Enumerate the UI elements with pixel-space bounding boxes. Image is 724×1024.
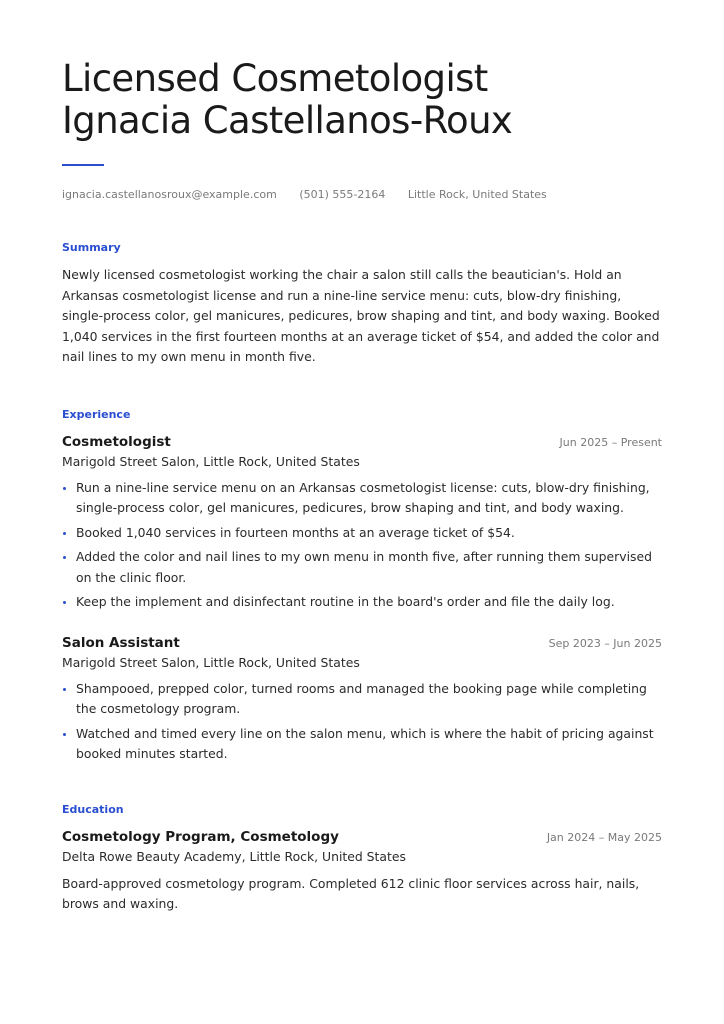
education-section <box>62 803 662 915</box>
bullet-item: Shampooed, prepped color, turned rooms and managed the booking page while completing the cosmetology program. <box>62 679 662 720</box>
experience-heading: Experience <box>62 407 131 421</box>
bullet-item: Keep the implement and disinfectant routine in the board's order and file the daily log. <box>62 592 662 613</box>
job-dates: Jun 2025 – Present <box>559 435 662 449</box>
job-dates: Sep 2023 – Jun 2025 <box>548 636 662 650</box>
job-bullets <box>62 679 662 765</box>
title-line-name: Ignacia Castellanos-Roux <box>62 99 513 142</box>
resume-title <box>62 58 662 142</box>
education-entry <box>62 829 662 915</box>
degree-title: Cosmetology Program, Cosmetology <box>62 828 339 845</box>
title-line-role: Licensed Cosmetologist <box>62 57 488 100</box>
job-bullets <box>62 478 662 613</box>
education-heading: Education <box>62 802 124 816</box>
summary-text: Newly licensed cosmetologist working the chair a salon still calls the beautician's. Hold an Arkansas cosmetologist license and run a nine-line service menu: cuts, blow-dry finishing, single-process color, gel manicures, pedicures, brow shaping and tint, and body waxing. Booked 1,040 services in the first fourteen months at an average ticket of $54, and added the color and nail lines to my own menu in month five. <box>62 267 660 364</box>
bullet-item: Booked 1,040 services in fourteen months at an average ticket of $54. <box>62 523 662 544</box>
contact-location: Little Rock, United States <box>407 188 547 201</box>
job-employer: Marigold Street Salon, Little Rock, United States <box>62 453 360 469</box>
accent-divider <box>62 164 104 166</box>
entry-header <box>62 635 662 651</box>
experience-entry <box>62 434 662 613</box>
entry-header <box>62 434 662 450</box>
contact-email: ignacia.castellanosroux@example.com <box>62 188 277 201</box>
bullet-item: Added the color and nail lines to my own menu in month five, after running them supervised on the clinic floor. <box>62 547 662 588</box>
bullet-item: Watched and timed every line on the salon menu, which is where the habit of pricing against booked minutes started. <box>62 724 662 765</box>
experience-entry <box>62 635 662 765</box>
summary-section <box>62 241 662 368</box>
resume-page <box>62 58 662 915</box>
experience-section <box>62 408 662 765</box>
education-dates: Jan 2024 – May 2025 <box>546 830 662 844</box>
entry-header <box>62 829 662 845</box>
job-title: Salon Assistant <box>62 634 180 651</box>
contact-info <box>62 188 662 201</box>
job-title: Cosmetologist <box>62 433 171 450</box>
summary-heading: Summary <box>62 241 121 254</box>
bullet-item: Run a nine-line service menu on an Arkansas cosmetologist license: cuts, blow-dry finishing, single-process color, gel manicures, pedicures, brow shaping and tint, and body waxing. <box>62 478 662 519</box>
job-employer: Marigold Street Salon, Little Rock, United States <box>62 654 360 670</box>
contact-phone: (501) 555-2164 <box>299 188 386 201</box>
education-description: Board-approved cosmetology program. Completed 612 clinic floor services across hair, nails, brows and waxing. <box>62 875 640 911</box>
school-name: Delta Rowe Beauty Academy, Little Rock, United States <box>62 848 406 864</box>
